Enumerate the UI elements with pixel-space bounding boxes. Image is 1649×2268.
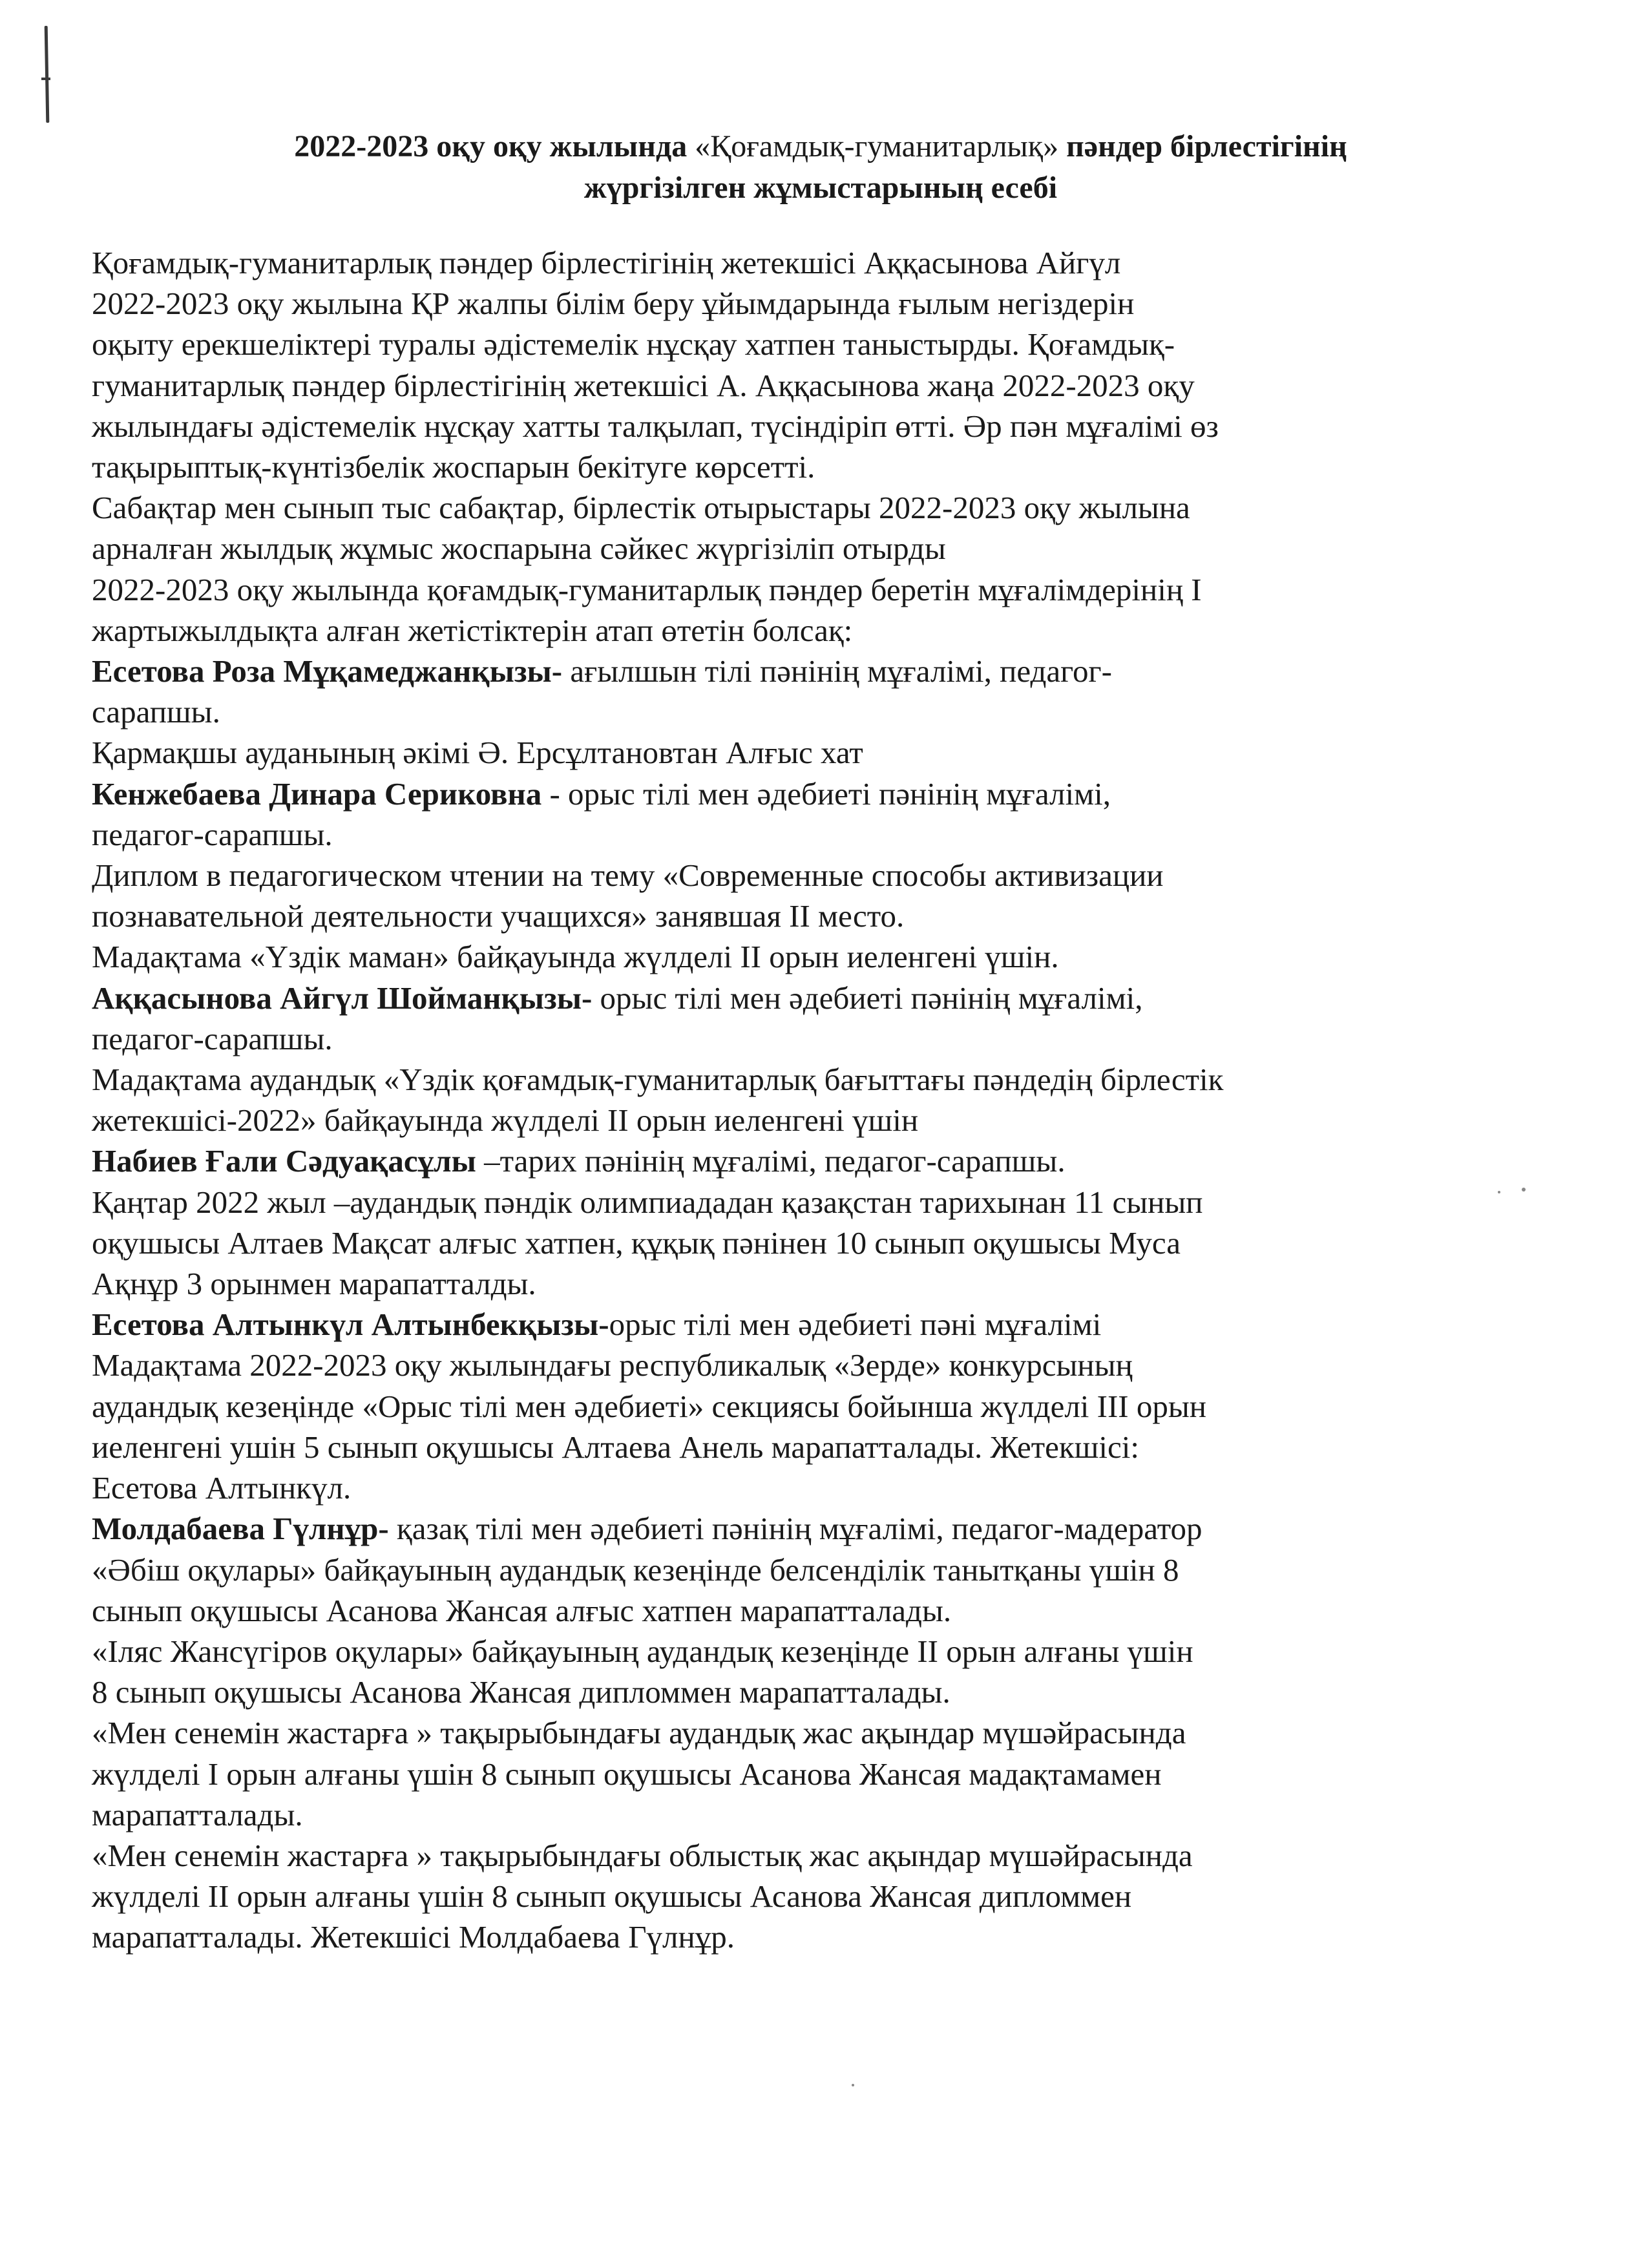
text-line: [92, 651, 1546, 691]
text-line: [92, 1018, 1546, 1059]
text-line: [92, 1590, 1546, 1631]
line-text: познавательной деятельности учащихся» занявшая II место.: [92, 898, 905, 934]
line-text: аудандық кезеңінде «Орыс тілі мен әдебиеті» секциясы бойынша жүлделі III орын: [92, 1388, 1206, 1424]
line-text: Сабақтар мен сынып тыс сабақтар, бірлестік отырыстары 2022-2023 оқу жылына: [92, 490, 1190, 526]
teacher-name: Аққасынова Айгүл Шойманқызы-: [92, 980, 593, 1016]
text-line: [92, 1263, 1546, 1304]
line-text: жартыжылдықта алған жетістіктерін атап өтетін болсақ:: [92, 612, 853, 648]
text-line: [92, 855, 1546, 896]
line-text: ағылшын тілі пәнінің мұғалімі, педагог-: [562, 653, 1112, 689]
text-line: [92, 1549, 1546, 1590]
text-line: [92, 936, 1546, 977]
line-text: орыс тілі мен әдебиеті пәні мұғалімі: [609, 1307, 1102, 1343]
text-line: [92, 896, 1546, 936]
line-text: иеленгені ушін 5 сынып оқушысы Алтаева Анель марапатталады. Жетекшісі:: [92, 1429, 1139, 1465]
line-text: Диплом в педагогическом чтении на тему «Современные способы активизации: [92, 857, 1164, 894]
line-text: Есетова Алтынкүл.: [92, 1470, 352, 1506]
teacher-name: Молдабаева Гүлнұр-: [92, 1511, 389, 1547]
line-text: орыс тілі мен әдебиеті пәнінің мұғалімі,: [592, 980, 1143, 1016]
text-line: [92, 1754, 1546, 1794]
line-text: - орыс тілі мен әдебиеті пәнінің мұғалімі,: [541, 775, 1111, 812]
teacher-name: Есетова Роза Мұқамеджанқызы-: [92, 653, 563, 689]
text-line: [92, 487, 1546, 528]
line-text: педагог-сарапшы.: [92, 1020, 333, 1056]
line-text: жетекшісі-2022» байқауында жүлделі II орын иеленгені үшін: [92, 1102, 919, 1139]
document-body: [92, 242, 1546, 1958]
line-text: тақырыптық-күнтізбелік жоспарын бекітуге көрсетті.: [92, 449, 815, 485]
title-line-1: [78, 126, 1564, 167]
scan-mark: [45, 26, 50, 123]
title-part-a: 2022-2023 оқу оқу жылында: [294, 129, 695, 163]
text-line: [92, 1304, 1546, 1345]
text-line: [92, 528, 1546, 569]
text-line: [92, 610, 1546, 651]
text-line: [92, 1427, 1546, 1467]
text-line: [92, 1345, 1546, 1385]
line-text: «Мен сенемін жастарға » тақырыбындағы облыстық жас ақындар мүшәйрасында: [92, 1837, 1193, 1873]
text-line: [92, 1100, 1546, 1140]
title-part-b: «Қоғамдық-гуманитарлық»: [695, 129, 1059, 163]
text-line: [92, 283, 1546, 324]
text-line: [92, 1140, 1546, 1181]
teacher-name: Есетова Алтынкүл Алтынбекқызы-: [92, 1307, 609, 1343]
line-text: 2022-2023 оқу жылында қоғамдық-гуманитарлық пәндер беретін мұғалімдерінің I: [92, 571, 1202, 607]
line-text: жүлделі I орын алғаны үшін 8 сынып оқушысы Асанова Жансая мадақтамамен: [92, 1756, 1162, 1792]
line-text: 2022-2023 оқу жылына ҚР жалпы білім беру ұйымдарында ғылым негіздерін: [92, 286, 1135, 322]
text-line: [92, 1223, 1546, 1263]
text-line: [92, 324, 1546, 364]
line-text: педагог-сарапшы.: [92, 816, 333, 852]
text-line: [92, 1876, 1546, 1916]
scan-speck: [852, 2084, 854, 2086]
line-text: марапатталады. Жетекшісі Молдабаева Гүлнұр.: [92, 1919, 735, 1955]
line-text: 8 сынып оқушысы Асанова Жансая дипломмен марапатталады.: [92, 1674, 951, 1710]
text-line: [92, 1794, 1546, 1835]
text-line: [92, 1059, 1546, 1100]
text-line: [92, 1467, 1546, 1508]
line-text: «Әбіш оқулары» байқауының аудандық кезеңінде белсенділік танытқаны үшін 8: [92, 1551, 1179, 1588]
line-text: Қоғамдық-гуманитарлық пәндер бірлестігінің жетекшісі Аққасынова Айгүл: [92, 245, 1121, 280]
line-text: Мадақтама аудандық «Үздік қоғамдық-гуманитарлық бағыттағы пәндедің бірлестік: [92, 1062, 1224, 1098]
text-line: [92, 1631, 1546, 1672]
line-text: сарапшы.: [92, 694, 220, 730]
line-text: жүлделі II орын алғаны үшін 8 сынып оқушысы Асанова Жансая дипломмен: [92, 1878, 1132, 1915]
text-line: [92, 1508, 1546, 1549]
line-text: қазақ тілі мен әдебиеті пәнінің мұғалімі, педагог-мадератор: [388, 1511, 1203, 1547]
text-line: [92, 1386, 1546, 1427]
line-text: Мадақтама «Үздік маман» байқауында жүлделі II орын иеленгені үшін.: [92, 939, 1059, 975]
text-line: [92, 1712, 1546, 1753]
text-line: [92, 691, 1546, 732]
text-line: [92, 446, 1546, 487]
text-line: [92, 242, 1546, 283]
title-part-c: пәндер бірлестігінің: [1058, 129, 1347, 163]
text-line: [92, 773, 1546, 814]
line-text: Қармақшы ауданының әкімі Ә. Ерсұлтановтан Алғыс хат: [92, 735, 863, 771]
line-text: жылындағы әдістемелік нұсқау хатты талқылап, түсіндіріп өтті. Әр пән мұғалімі өз: [92, 408, 1219, 444]
teacher-name: Кенжебаева Динара Сериковна: [92, 775, 542, 812]
text-line: [92, 365, 1546, 406]
scan-mark-tick: [41, 78, 50, 80]
text-line: [92, 1835, 1546, 1876]
text-line: [92, 814, 1546, 855]
text-line: [92, 569, 1546, 610]
line-text: –тарих пәнінің мұғалімі, педагог-сарапшы.: [476, 1143, 1066, 1179]
line-text: оқушысы Алтаев Мақсат алғыс хатпен, құқық пәнінен 10 сынып оқушысы Муса: [92, 1224, 1181, 1261]
line-text: сынып оқушысы Асанова Жансая алғыс хатпен марапатталады.: [92, 1592, 952, 1628]
text-line: [92, 1916, 1546, 1957]
line-text: оқыту ерекшеліктері туралы әдістемелік нұсқау хатпен таныстырды. Қоғамдық-: [92, 326, 1175, 362]
line-text: арналған жылдық жұмыс жоспарына сәйкес жүргізіліп отырды: [92, 530, 946, 567]
document-title: [78, 126, 1564, 209]
line-text: Мадақтама 2022-2023 оқу жылындағы республикалық «Зерде» конкурсының: [92, 1347, 1133, 1383]
line-text: Қаңтар 2022 жыл –аудандық пәндік олимпиададан қазақстан тарихынан 11 сынып: [92, 1184, 1203, 1220]
teacher-name: Набиев Ғали Сәдуақасұлы: [92, 1143, 476, 1179]
text-line: [92, 406, 1546, 446]
line-text: марапатталады.: [92, 1796, 303, 1832]
text-line: [92, 978, 1546, 1018]
line-text: «Мен сенемін жастарға » тақырыбындағы аудандық жас ақындар мүшәйрасында: [92, 1715, 1186, 1751]
text-line: [92, 1672, 1546, 1712]
text-line: [92, 732, 1546, 773]
title-line-2: жүргізілген жұмыстарының есебі: [583, 171, 1058, 205]
line-text: Ақнұр 3 орынмен марапатталды.: [92, 1266, 536, 1302]
text-line: [92, 1182, 1546, 1223]
line-text: «Іляс Жансүгіров оқулары» байқауының аудандық кезеңінде II орын алғаны үшін: [92, 1633, 1193, 1669]
line-text: гуманитарлық пәндер бірлестігінің жетекшісі А. Аққасынова жаңа 2022-2023 оқу: [92, 367, 1195, 403]
